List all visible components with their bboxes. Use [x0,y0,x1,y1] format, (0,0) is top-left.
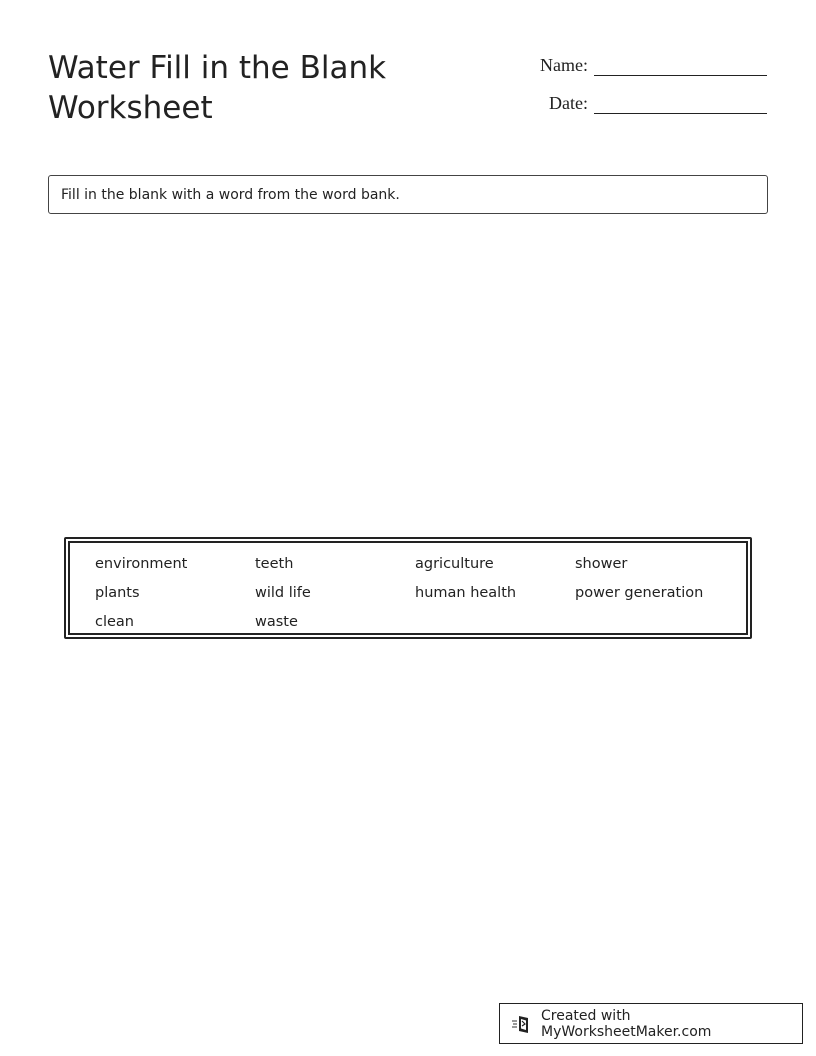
worksheet-title-line2: Worksheet [48,90,213,126]
word-bank [64,537,752,639]
word-bank-item: environment [95,556,188,572]
date-label: Date: [549,93,588,113]
word-bank-item: clean [95,614,134,630]
word-bank-item: plants [95,585,140,601]
word-bank-item: shower [575,556,628,572]
name-label: Name: [540,55,588,75]
word-bank-item: human health [415,585,517,601]
word-bank-item: waste [255,614,298,630]
footer-credit-text: Created with MyWorksheetMaker.com [541,1007,712,1040]
date-row [540,90,767,114]
word-bank-grid [68,541,748,635]
worksheet-title [48,48,468,128]
word-bank-item: wild life [255,585,311,601]
footer-credit[interactable] [499,1003,803,1044]
name-blank-line [594,61,767,76]
word-bank-item: teeth [255,556,294,572]
word-bank-item: power generation [575,585,704,601]
name-row [540,52,767,76]
instructions-text: Fill in the blank with a word from the word bank. [61,186,400,203]
word-bank-item: agriculture [415,556,494,572]
worksheet-title-line1: Water Fill in the Blank [48,50,387,86]
date-blank-line [594,99,767,114]
instructions-box [48,175,768,214]
student-info [540,52,767,128]
book-logo-icon [511,1013,533,1035]
